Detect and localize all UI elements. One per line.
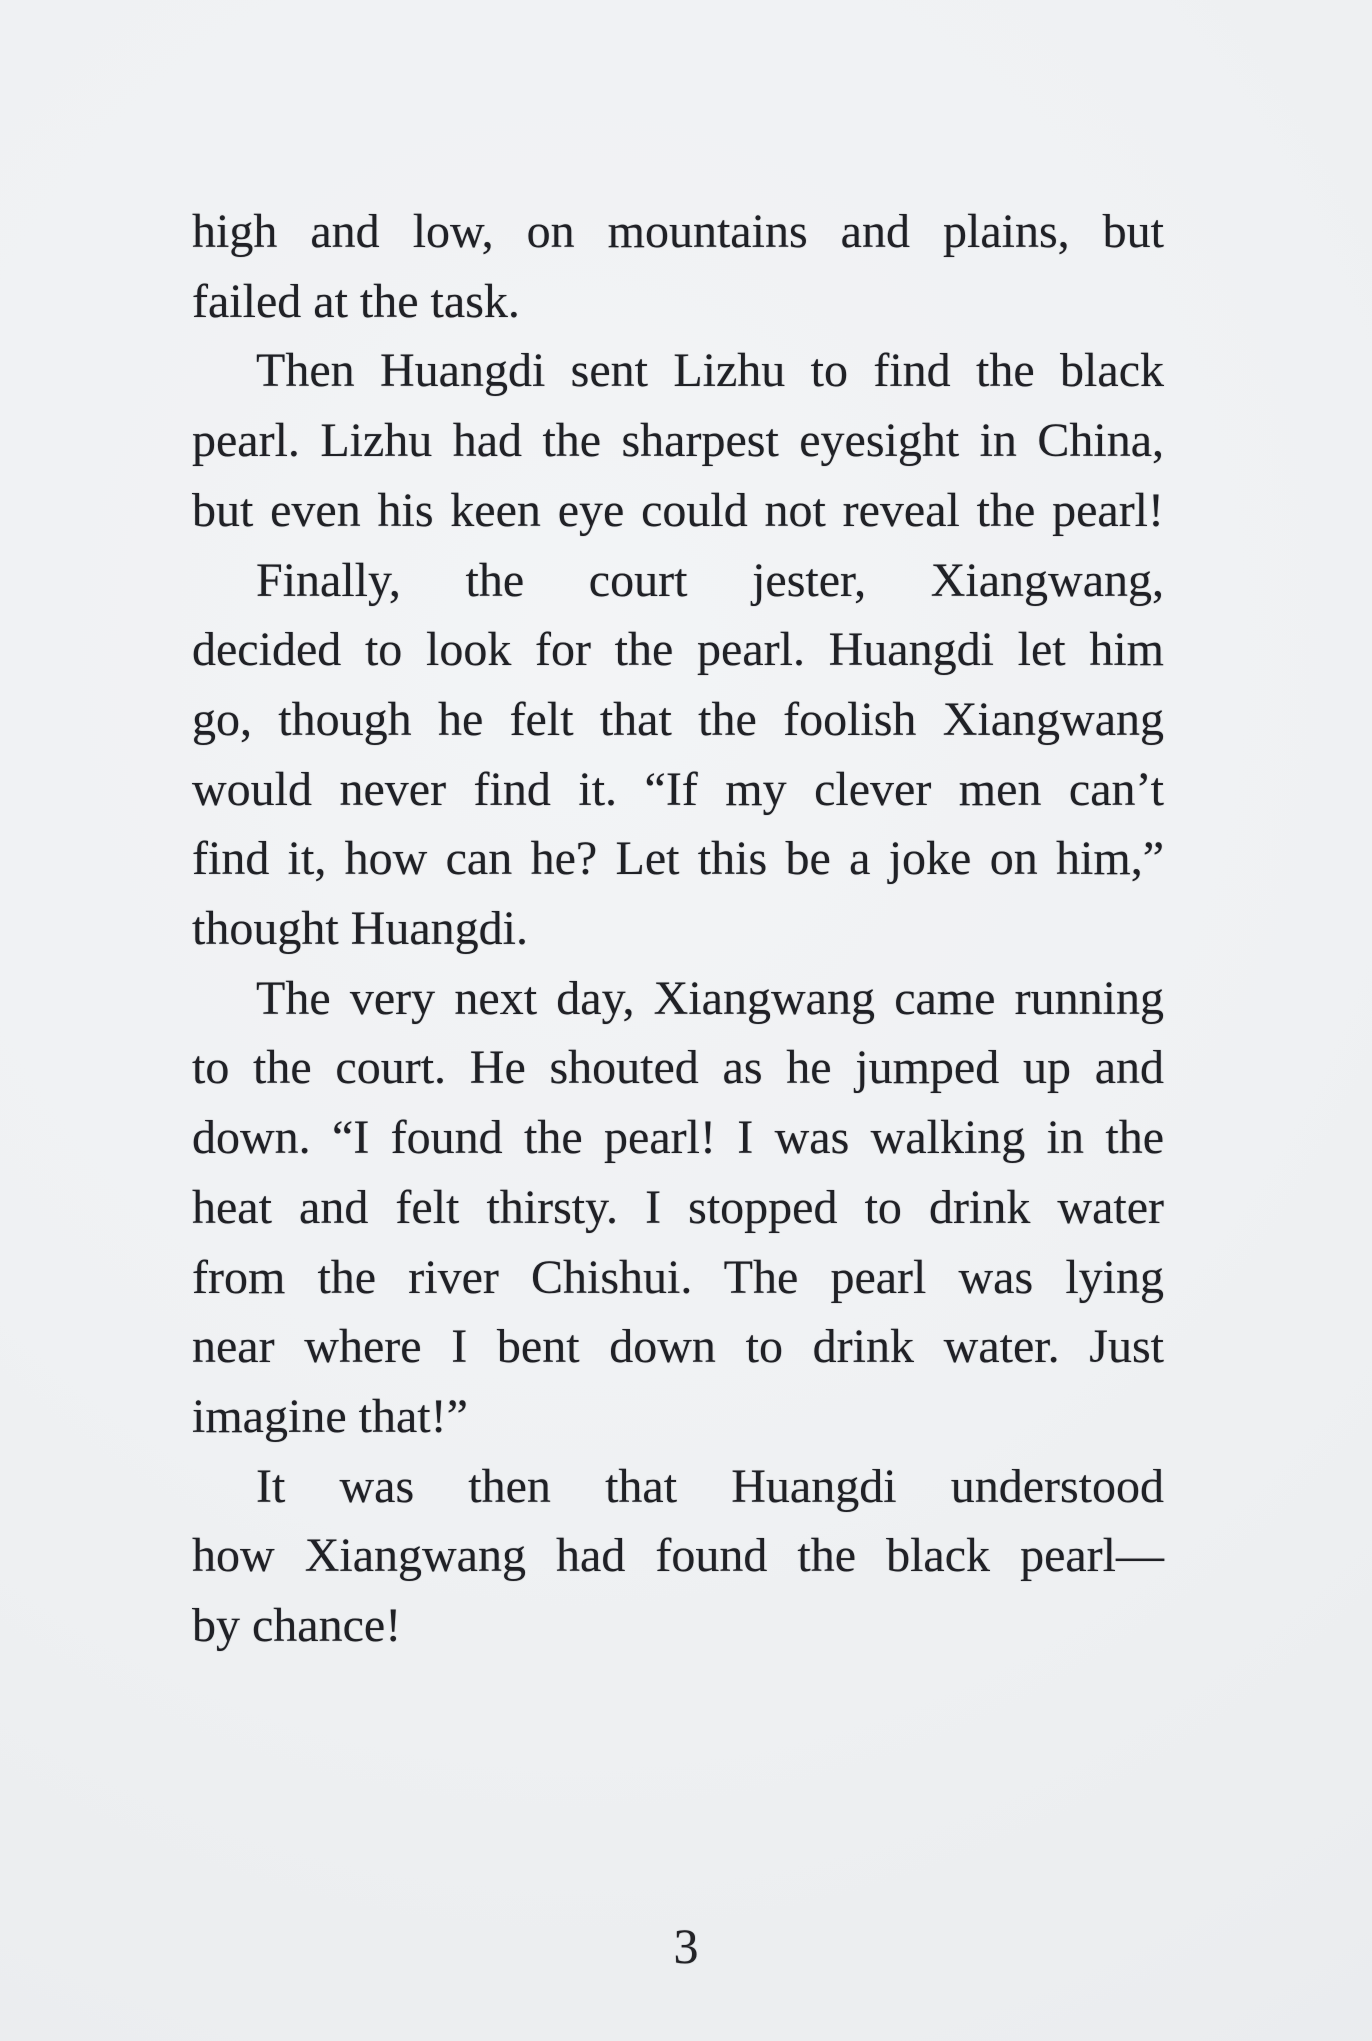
text-line: would never find it. “If my clever men can’t xyxy=(192,762,1164,816)
text-line: Finally, the court jester, Xiangwang, xyxy=(256,553,1164,607)
story-text-block xyxy=(192,197,1164,1661)
text-line: go, though he felt that the foolish Xiangwang xyxy=(192,692,1164,746)
text-line: from the river Chishui. The pearl was lying xyxy=(192,1250,1164,1304)
text-line: Then Huangdi sent Lizhu to find the black xyxy=(256,344,1164,398)
text-line: how Xiangwang had found the black pearl— xyxy=(192,1529,1164,1583)
text-line: down. “I found the pearl! I was walking in the xyxy=(192,1111,1164,1165)
text-line: heat and felt thirsty. I stopped to drink water xyxy=(192,1180,1164,1234)
text-line: pearl. Lizhu had the sharpest eyesight in China, xyxy=(192,414,1164,468)
text-line: decided to look for the pearl. Huangdi let him xyxy=(192,623,1164,677)
text-line: to the court. He shouted as he jumped up and xyxy=(192,1041,1164,1095)
text-line: imagine that!” xyxy=(192,1389,468,1443)
text-line: but even his keen eye could not reveal the pearl! xyxy=(192,483,1164,537)
text-line: It was then that Huangdi understood xyxy=(256,1459,1164,1513)
text-line: The very next day, Xiangwang came running xyxy=(256,971,1164,1025)
text-line: find it, how can he? Let this be a joke on him,” xyxy=(192,832,1164,886)
page-number: 3 xyxy=(673,1918,699,1974)
text-line: thought Huangdi. xyxy=(192,902,528,956)
text-line: near where I bent down to drink water. Just xyxy=(192,1320,1164,1374)
text-line: high and low, on mountains and plains, but xyxy=(192,205,1164,258)
text-line: failed at the task. xyxy=(192,274,520,328)
text-line: by chance! xyxy=(192,1599,402,1653)
